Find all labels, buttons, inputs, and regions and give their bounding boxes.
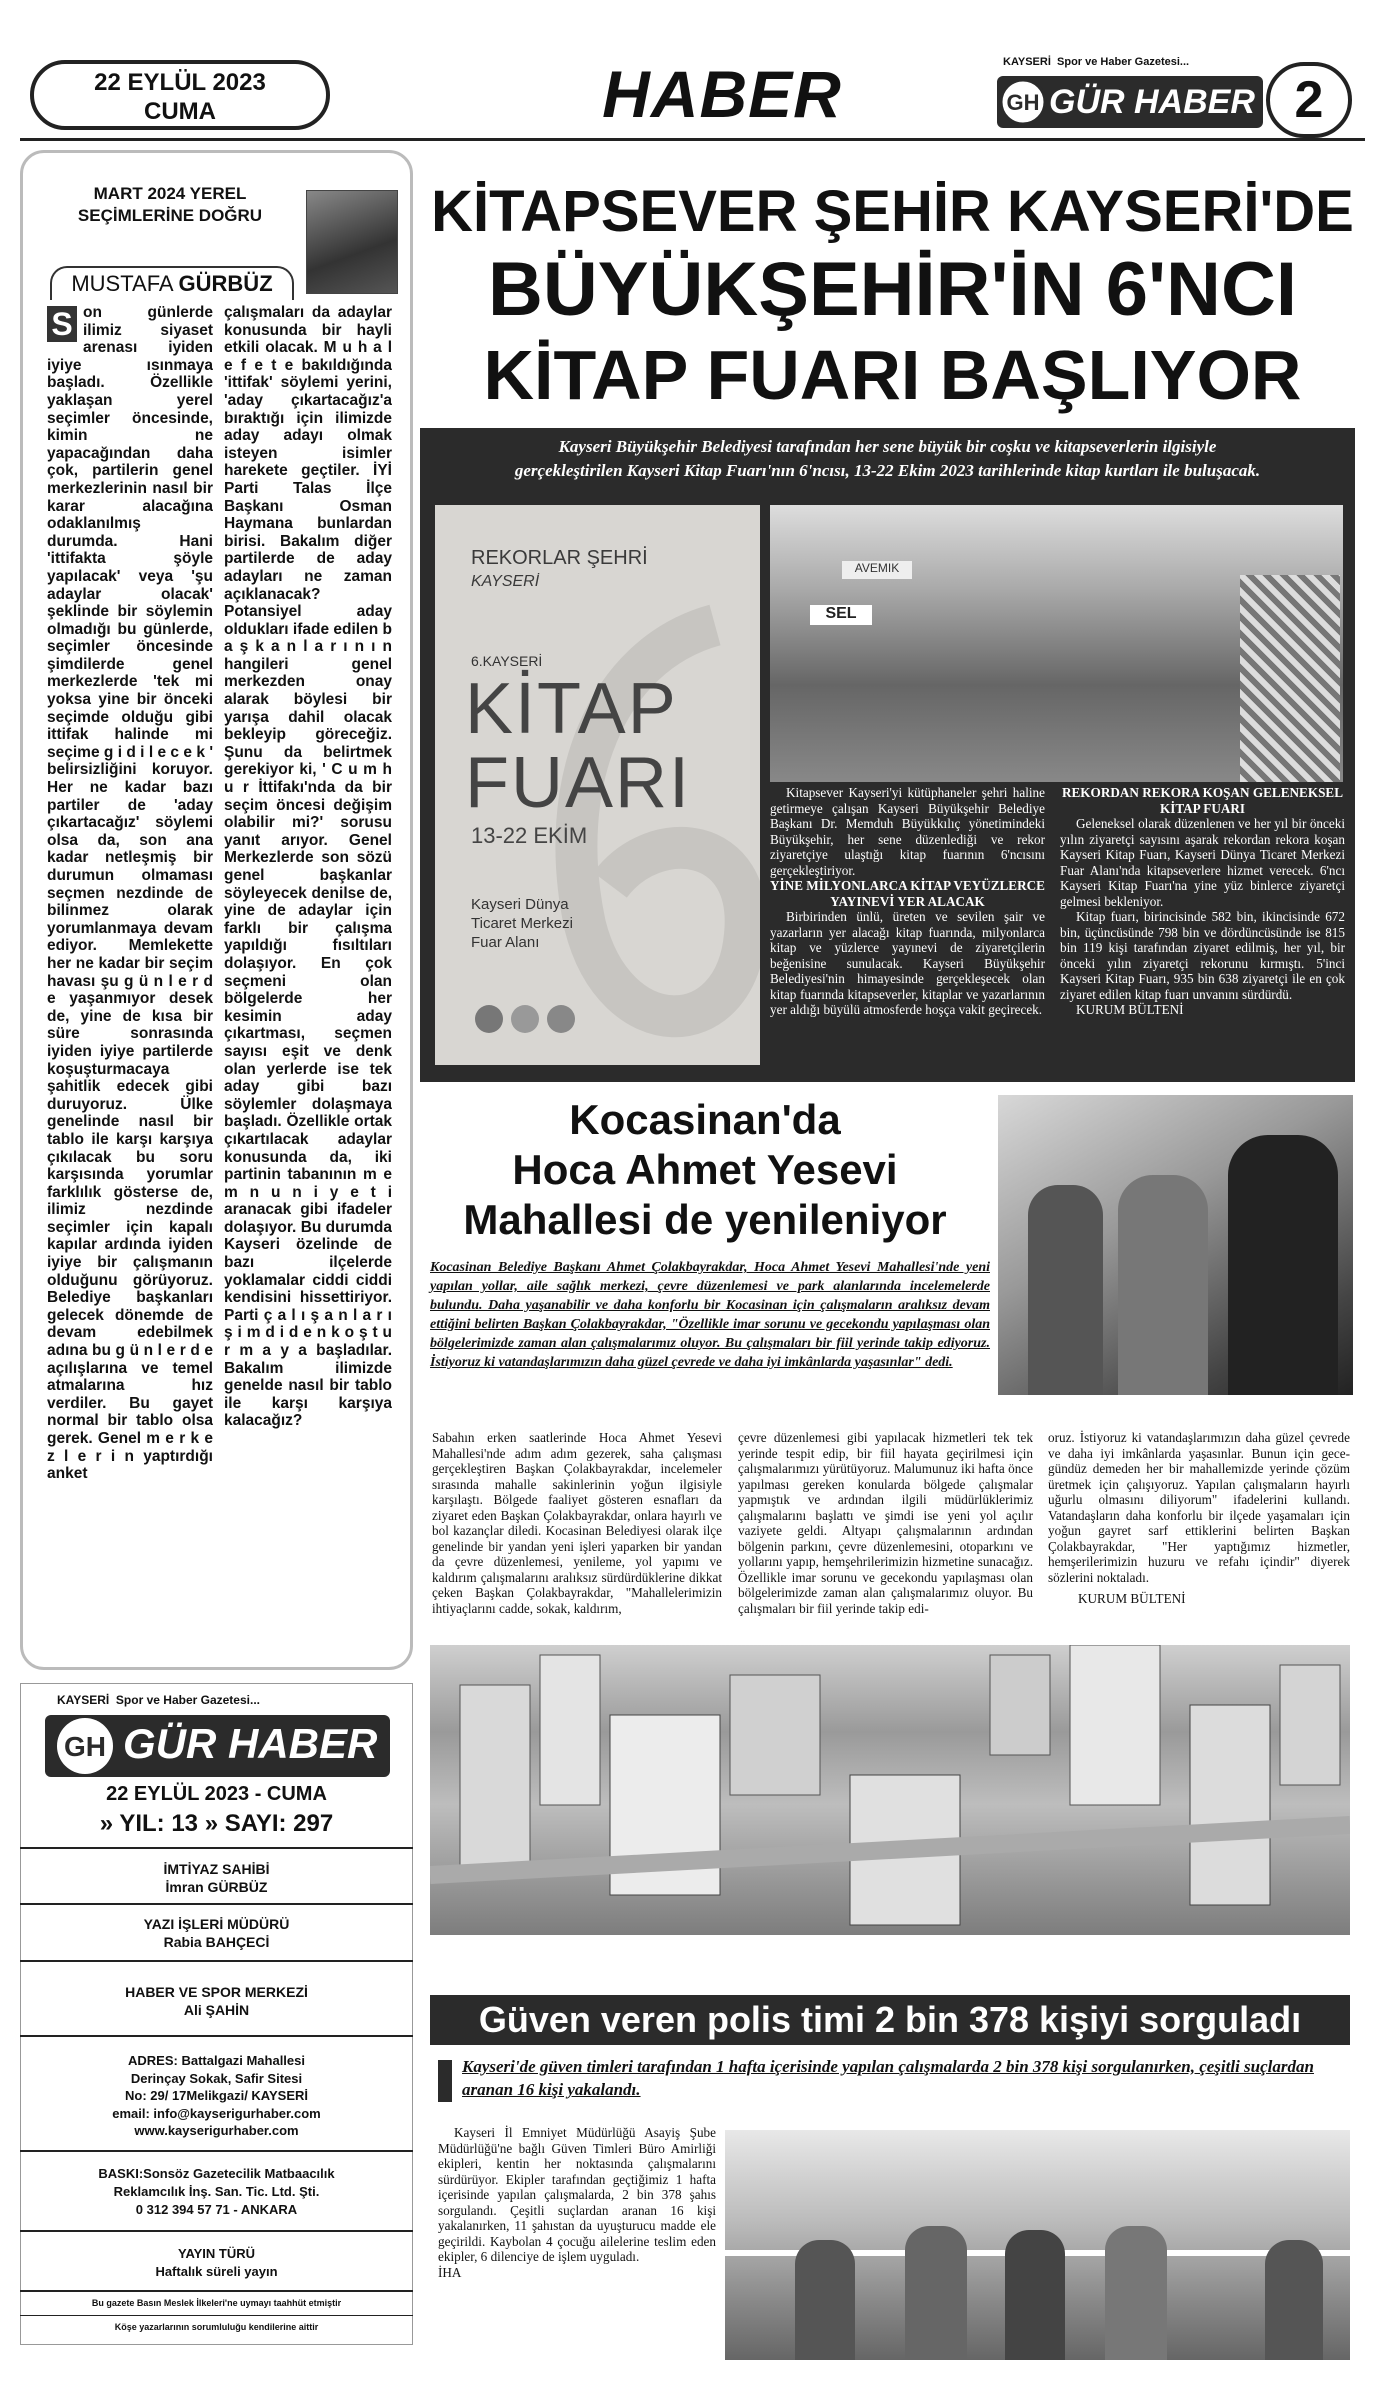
- kocasinan-headline-3: Mahallesi de yenileniyor: [463, 1196, 947, 1243]
- logo-tag-line: [1003, 56, 1263, 68]
- kocasinan-headline-2: Hoca Ahmet Yesevi: [512, 1146, 898, 1193]
- column-text-1: [47, 304, 213, 1649]
- kocasinan-source: KURUM BÜLTENİ: [1078, 1591, 1186, 1606]
- author-first: MUSTAFA: [71, 271, 173, 296]
- officer: [1265, 2240, 1323, 2360]
- divider: [20, 2035, 413, 2037]
- column-body-1: on günlerde ilimiz siyaset arenası iyiden iyiye ısınmaya başladı. Özellikle yaklaşan yerel seçimler öncesinde, kimin ne yapacağından daha çok, partilerin genel merkezlerinin nasıl bir karar alacağına odaklanılmış durumda. Hani 'ittifakta şöyle yapılacak' veya 'şu adaylar olacak' şeklinde bir söylemin olmadığı bu günlerde, seçimler öncesinde şimdilerde genel merkezlerde 'tek mi yoksa yine bir önceki seçimde olduğu gibi ittifak halinde mi seçime g i d i l e c e k ' belirsizliğini koruyor. Her ne kadar bazı partiler de 'aday çıkartacağız' söylemi olsa da, son ana kadar netleşmiş bir durumun olmaması seçmen nezdinde de bilinmez olarak yorumlanmaya devam ediyor. Memlekette her ne kadar bir seçim havası şu g ü n l e r d e yaşanmıyor desek de, yine de kısa bir süre sonrasında iyiden iyiye partilerde koşuşturmacaya şahitlik edecek gibi duruyoruz. Ülke genelinde nasıl bir tablo ile karşı karşıya çıkılacak bu soru karşısında yorumlar farklılık gösterse de, ilimiz nezdinde seçimler için kapalı kapılar ardında iyiden iyiye bir çalışmanın olduğunu görüyoruz. Belediye başkanları gelecek dönemde de devam edebilmek adına bu g ü n l e r d e açılışlarına ve temel atmalarına hız verdiler. Bu gayet normal bir tablo olsa gerek. Genel m e r k e z l e r i n yaptırdığı anket: [47, 304, 213, 1483]
- police-lead: Kayseri'de güven timleri tarafından 1 hafta içerisinde yapılan çalışmalarda 2 bin 378 kişi sorgulanırken, çeşitli suçlardan aranan 16 kişi yakalandı.: [462, 2057, 1314, 2099]
- section-title: HABER: [602, 57, 842, 131]
- divider: [20, 2230, 413, 2232]
- kocasinan-col-2: çevre düzenlemesi gibi yapılacak hizmetleri tek tek yerinde tespit edip, bir fiil hayata geçirilmesi için çalışmalarımızı yürütüyoruz. Malumunuz iki hafta önce yapılması gereken konularda bölgede çalışmalar yapmıştık ve ardından ilgili müdürlüklerimiz çalışmalarını başlattı ve şimdi ise yeni yol açılır vaziyete geldi. Altyapı çalışmalarının ardından bölgenin parkını, çevre düzenlemesini, otoparkını ve yollarını yapıp, hemşehrilerimizin hizmetine sunacağız. Özellikle imar sorunu ve gecekondu yapılaşması olan bölgelerimizde zaman alan çalışmalarımız oluyor. Bu çalışmaları bir fiil yerinde takip edi-: [738, 1430, 1033, 1616]
- kocasinan-headline-1: Kocasinan'da: [569, 1096, 841, 1143]
- poster-venue: [471, 895, 573, 952]
- owner-name: İmran GÜRBÜZ: [165, 1879, 268, 1895]
- page-number: 2: [1266, 62, 1352, 138]
- column-text-2: çalışmaları da adaylar konusunda bir hayli etkili olacak. M u h a l e f e t e bakıldığında 'ittifak' söylemi yerini, 'aday çıkartacağız'a bıraktığı için ilimizde aday adayı olmak isteyen isimler harekete geçtiler. İYİ Parti Talas İlçe Başkanı Osman Haymana bunlardan birisi. Bakalım diğer partilerde de aday adayları ne zaman açıklanacak? Potansiyel aday oldukları ifade edilen b a ş k a n l a r ı n ı n hangileri genel merkezden onay alarak böylesi bir yarışa dahil olacak bekleyip göreceğiz. Şunu da belirtmek gerekiyor ki, ' C u m h u r İttifakı'nda da bir seçim öncesi değişim olabilir mi?' sorusu yanıt arıyor. Genel Merkezlerde son sözü genel başkanlar söyleyecek denilse de, yine de adaylar için farklı bir çalışma yapıldığı fısıltıları dolaşıyor. En çok seçmeni olan bölgelerde her kesimin aday çıkartması, seçmen sayısı eşit ve denk olan yerlerde ise tek aday gibi bazı söylemler dolaşmaya başladı. Özellikle ortak çıkartılacak adaylar konusunda da, iki partinin tabanının m e m n u n i y e t i aranacak gibi ifadeler dolaşıyor. Bu durumda Kayseri özelinde de bazı ilçelerde yoklamalar ciddi ciddi kendisini hissettiriyor. Parti ç a l ı ş a n l a r ı ş i m d i d e n k o ş t u r m a y a başladılar. Bakalım ilimizde genelde nasıl bir tablo ile karşı karşıya kalacağız?: [224, 304, 392, 1430]
- email-link[interactable]: email: info@kayserigurhaber.com: [112, 2105, 321, 2121]
- man-in-shirt: [1240, 575, 1340, 782]
- poster-title-1: KİTAP: [465, 669, 678, 749]
- police-body: [438, 2125, 716, 2365]
- aerial-neighborhood-photo: [430, 1645, 1350, 1935]
- kocasinan-col-3-text: oruz. İstiyoruz ki vatandaşlarımızın daha güzel çevrede ve daha iyi imkânlarda yaşasınlar. Bunun için gece-gündüz demeden her bir mahallemizde yerinde çözüm üretmek için çalışıyoruz. Yapılan çalışmaların hayırlı uğurlu olmasını diliyorum" ifadelerini kullandı. Vatandaşların daha konforlu bir ilçede yaşamaları için yoğun gayret sarf ettiklerini belirten Başkan Çolakbayrakdar, "Her yaptığımız hizmetler, hemşerilerimizin huzuru ve refahı içindir" diyerek sözlerini noktaladı.: [1048, 1430, 1350, 1585]
- address-block: [30, 2052, 403, 2140]
- editor-block: [30, 1915, 403, 1951]
- fair-crowd-photo: [770, 505, 1343, 782]
- imprint-date: 22 EYLÜL 2023 - CUMA: [106, 1783, 327, 1805]
- officer: [1105, 2226, 1167, 2360]
- day-text: CUMA: [144, 98, 216, 125]
- website-link[interactable]: www.kayserigurhaber.com: [134, 2123, 299, 2138]
- mayor-visit-photo: [998, 1095, 1353, 1395]
- type-value: Haftalık süreli yayın: [155, 2264, 278, 2279]
- municipality-logo-icon: [475, 1005, 503, 1033]
- address-line-3: No: 29/ 17Melikgazi/ KAYSERİ: [124, 2088, 309, 2103]
- print-line-1: BASKI:Sonsöz Gazetecilik Matbaacılık: [98, 2166, 335, 2181]
- divider: [20, 2315, 413, 2316]
- headline-line-2: BÜYÜKŞEHİR'İN 6'NCI: [488, 247, 1297, 332]
- police-headline: Güven veren polis timi 2 bin 378 kişiyi sorguladı: [430, 1995, 1350, 2045]
- author-last: GÜRBÜZ: [178, 271, 273, 296]
- editor-name: Rabia BAHÇECİ: [163, 1934, 270, 1950]
- address-line-2: Derinçay Sokak, Safir Sitesi: [130, 2070, 303, 2086]
- svg-text:GH: GH: [64, 1731, 106, 1762]
- imprint-logo-tag: [45, 1693, 390, 1707]
- poster-title-2: FUARI: [465, 743, 691, 823]
- column-kicker: [45, 183, 295, 227]
- kocasinan-col-3: [1048, 1430, 1350, 1635]
- officer: [905, 2226, 967, 2360]
- stand-sign: AVEMIK: [842, 561, 912, 579]
- owner-title: İMTİYAZ SAHİBİ: [163, 1861, 270, 1877]
- sports-title: HABER VE SPOR MERKEZİ: [125, 1984, 308, 2000]
- stand-sign: SEL: [810, 605, 872, 625]
- poster-top-2: KAYSERİ: [471, 573, 540, 590]
- fair-body-1: Birbirinden ünlü, üreten ve sevilen şair ve yazarların yer alacağı kitap fuarında, milyonlarca kitap ve yüzlerce yayınevi de ziyaretçilerin beğenisine sunulacak. Kayseri Büyükşehir Belediyesi'nin himayesinde gerçekleşecek olan kitap fuarında kitapseverler, kitaplar ve yazarlarının yer aldığı büyülü atmosferde hoşça vakit geçirecek.: [770, 909, 1045, 1017]
- editor-title: YAZI İŞLERİ MÜDÜRÜ: [143, 1916, 290, 1932]
- divider: [20, 2290, 413, 2292]
- poster-edition: 6.KAYSERİ: [471, 653, 543, 669]
- fair-subhead-2: REKORDAN REKORA KOŞAN GELENEKSEL KİTAP FUARI: [1061, 785, 1344, 816]
- responsibility-note: Köşe yazarlarının sorumluluğu kendilerine aittir: [114, 2322, 319, 2332]
- lead-bar: [438, 2060, 452, 2102]
- fair-body-left: [770, 785, 1045, 1075]
- partner-logo-icon: [511, 1005, 539, 1033]
- sports-name: Ali ŞAHİN: [183, 2002, 250, 2018]
- venue-line-2: Ticaret Merkezi: [471, 915, 573, 932]
- imprint-logo-tagline: Spor ve Haber Gazetesi...: [115, 1693, 260, 1707]
- police-team-photo: [725, 2130, 1350, 2360]
- headline-line-3: KİTAP FUARI BAŞLIYOR: [483, 336, 1302, 414]
- type-block: [30, 2245, 403, 2281]
- fair-body-2: Geleneksel olarak düzenlenen ve her yıl bir önceki yılın ziyaretçi sayısını aşarak rekordan rekora koşan Kayseri Kitap Fuarı, Kayseri Dünya Ticaret Merkezi Fuar Alanı'nda kitapseverlere hizmet verecek. 6'ncı Kayseri Kitap Fuarı'na yine yüz binlerce ziyaretçi gelmesi bekleniyor.: [1060, 816, 1345, 909]
- print-line-3: 0 312 394 57 71 - ANKARA: [135, 2202, 298, 2217]
- ethics-note: Bu gazete Basın Meslek İlkeleri'ne uymayı taahhüt etmiştir: [91, 2298, 342, 2308]
- date-badge: [30, 60, 330, 130]
- svg-text:GH: GH: [1006, 90, 1040, 115]
- venue-line-3: Fuar Alanı: [471, 934, 540, 951]
- kocasinan-col-1: Sabahın erken saatlerinde Hoca Ahmet Yesevi Mahallesi'nde adım adım gezerek, saha çalışması gerçekleştiren Başkan Çolakbayrakdar, incelemeler sırasında mahalle sakinlerinin yoğun ilgisiyle karşılaştı. Bölgede faaliyet gösteren esnafları da ziyaret eden Başkan Çolakbayrakdar, onlara hayırlı ve bol kazançlar diledi. Kocasinan Belediyesi olarak ilçe genelinde bir yandan yeni işleri yaparken bir yandan da çevre düzenlemesi, yenileme, yol yapımı ve kaldırım çalışmalarını aralıksız sürdürdüklerine dikkat çeken Başkan Çolakbayrakdar, "Mahallelerimizin ihtiyaçlarını cadde, sokak, kaldırım,: [432, 1430, 722, 1616]
- kocasinan-lead: Kocasinan Belediye Başkanı Ahmet Çolakbayrakdar, Hoca Ahmet Yesevi Mahallesi'nde yeni yapılan yollar, aile sağlık merkezi, çevre düzenlemesi ve park alanlarında incelemelerde bulundu. Daha yaşanabilir ve daha konforlu bir Kocasinan için çalışmaların aralıksız devam ettiğini belirten Başkan Çolakbayrakdar, "Özellikle imar sorunu ve gecekondu yapılaşması olan bölgelerimizde zaman alan çalışmalarımız oluyor. Bu çalışmaları bir fiil yerinde takip ediyoruz. İstiyoruz ki vatandaşlarımızın daha güzel çevrede ve daha iyi imkânlarda yaşasınlar" dedi.: [430, 1260, 990, 1370]
- owner-block: [30, 1860, 403, 1896]
- print-line-2: Reklamcılık İnş. San. Tic. Ltd. Şti.: [113, 2184, 320, 2199]
- header-rule: [20, 138, 1365, 141]
- fair-intro: Kitapsever Kayseri'yi kütüphaneler şehri haline getirmeye çalışan Kayseri Büyükşehir Belediye Başkanı Dr. Memduh Büyükkılıç yönetimindeki Büyükşehir, her sene düzenlediği ve rekor ziyaretçiye ulaştığı kitap fuarının 6'ncısını gerçekleştiriyor.: [770, 785, 1045, 878]
- person-elderly: [1118, 1175, 1208, 1395]
- type-title: YAYIN TÜRÜ: [177, 2246, 256, 2261]
- divider: [20, 2150, 413, 2152]
- imprint-issue: » YIL: 13 » SAYI: 297: [99, 1810, 334, 1837]
- poster-dates: 13-22 EKİM: [471, 823, 588, 848]
- venue-line-1: Kayseri Dünya: [471, 896, 569, 913]
- person-mayor: [1228, 1135, 1338, 1395]
- masthead-logo[interactable]: [995, 56, 1265, 138]
- person-left: [1028, 1185, 1103, 1395]
- fair-source: KURUM BÜLTENİ: [1076, 1002, 1184, 1017]
- book-fair-poster: [435, 505, 760, 1065]
- police-body-text: Kayseri İl Emniyet Müdürlüğü Asayiş Şube Müdürlüğü'ne bağlı Güven Timleri Büro Amirliği ekipleri, kentin her noktasında çalışmalarını sürdürüyor. Ekipler tarafından geçtiğimiz 1 hafta içerisinde yapılan çalışmalarda, 2 bin 378 şahıs sorgulandı. Çeşitli suçlardan aranan 16 kişi yakalanırken, 11 şahıstan da uyuşturucu madde ele geçirildi. Kaybolan 4 çocuğu ailelerine teslim eden ekipler, 6 dilenciye de işlem uyguladı.: [438, 2125, 716, 2264]
- partner-logo-icon: [547, 1005, 575, 1033]
- logo-tag-text: Spor ve Haber Gazetesi...: [1057, 56, 1190, 68]
- subtitle-line-2: gerçekleştirilen Kayseri Kitap Fuarı'nın 6'ncısı, 13-22 Ekim 2023 tarihlerinde kitap kurtları ile buluşacak.: [514, 461, 1261, 480]
- divider: [20, 1903, 413, 1905]
- logo-name: GÜR HABER: [1049, 83, 1255, 121]
- divider: [20, 1960, 413, 1962]
- officer: [1005, 2230, 1065, 2360]
- imprint-logo: [45, 1693, 390, 1783]
- officer: [795, 2240, 855, 2360]
- kicker-line-2: SEÇİMLERİNE DOĞRU: [77, 206, 263, 225]
- kocasinan-headline: [425, 1095, 985, 1245]
- imprint-logo-name: GÜR HABER: [123, 1720, 378, 1767]
- main-subtitle: [420, 428, 1355, 492]
- poster-top-1: REKORLAR ŞEHRİ: [471, 547, 648, 569]
- fair-subhead-1: YİNE MİLYONLARCA KİTAP VEYÜZLERCE YAYINEVİ YER ALACAK: [770, 878, 1045, 909]
- print-block: [30, 2165, 403, 2219]
- poster-logos: [475, 1005, 720, 1035]
- police-source: İHA: [438, 2264, 462, 2280]
- subtitle-line-1: Kayseri Büyükşehir Belediyesi tarafından her sene büyük bir coşku ve kitapseverlerin ilgisiyle: [558, 437, 1217, 456]
- address-line-1: ADRES: Battalgazi Mahallesi: [128, 2053, 305, 2068]
- date-text: 22 EYLÜL 2023: [94, 69, 266, 96]
- kicker-line-1: MART 2024 YEREL: [93, 184, 247, 203]
- author-name: [50, 266, 294, 300]
- sports-block: [30, 1983, 403, 2019]
- headline-line-1: KİTAPSEVER ŞEHİR KAYSERİ'DE: [431, 179, 1354, 244]
- fair-body-right: [1060, 785, 1345, 1075]
- logo-top-text: KAYSERİ: [1003, 56, 1051, 68]
- divider: [20, 1847, 413, 1849]
- buildings-icon: [430, 1645, 1350, 1935]
- fair-body-3: Kitap fuarı, birincisinde 582 bin, ikincisinde 672 bin, üçüncüsünde 798 bin ve dördüncüsünde ise 815 bin 119 kişi tarafından ziyaret edilmiş, her yıl, bir önceki yılın ziyaretçi rekorunu kırmıştı. 5'inci Kayseri Kitap Fuarı, 935 bin 638 ziyaretçi ile en çok ziyaret edilen kitap fuarı unvanını sürdürdü.: [1060, 909, 1345, 1002]
- drop-cap: S: [47, 306, 77, 342]
- author-photo: [306, 190, 398, 294]
- imprint-logo-top: KAYSERİ: [57, 1693, 110, 1707]
